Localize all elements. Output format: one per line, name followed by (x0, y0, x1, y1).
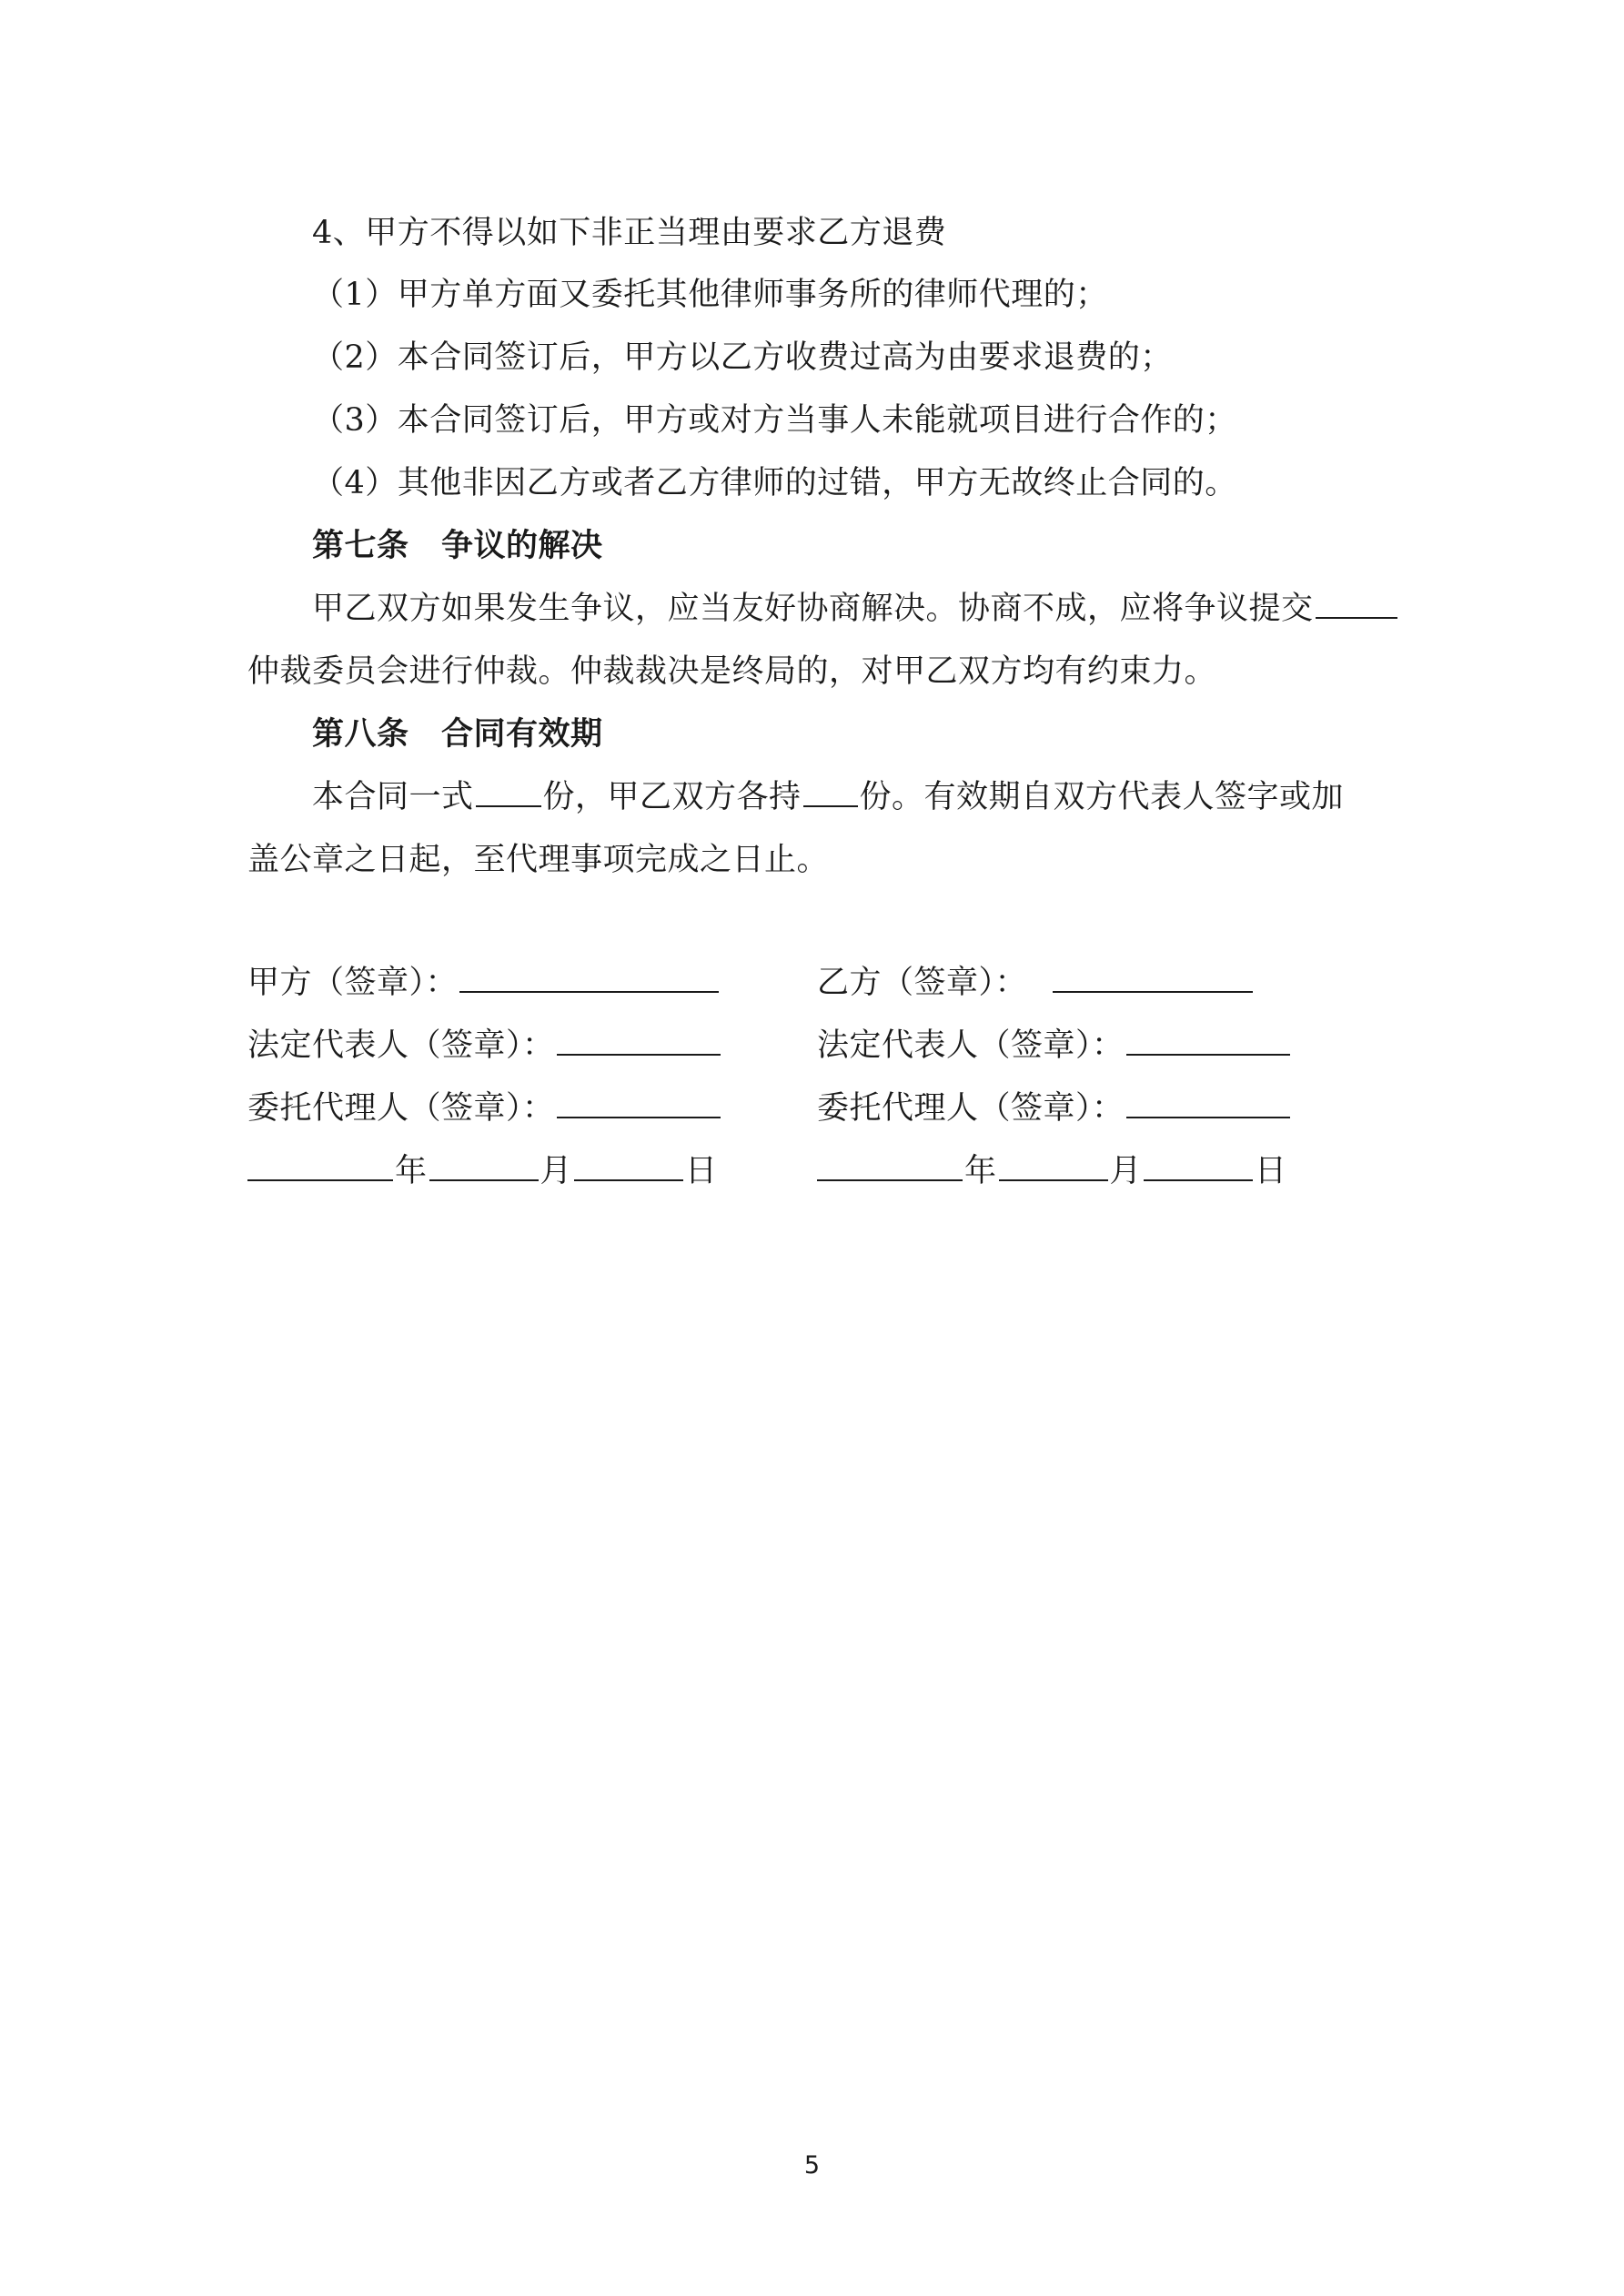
party-b-legal-rep-row (817, 1026, 1292, 1066)
party-a-signature-row (247, 963, 721, 1003)
clause-7-paragraph-line-1 (312, 589, 1399, 629)
party-a-day-label: 日 (685, 1153, 718, 1189)
party-a-month-label: 月 (540, 1153, 573, 1189)
party-b-year-blank (817, 1152, 963, 1181)
party-b-day-label: 日 (1255, 1153, 1287, 1189)
clause-sub-item-1: （1）甲方单方面又委托其他律师事务所的律师代理的； (312, 277, 1108, 313)
party-b-agent-row (817, 1088, 1292, 1128)
clause-7-text-1: 甲乙双方如果发生争议，应当友好协商解决。协商不成，应将争议提交 (312, 591, 1314, 627)
party-a-legal-rep-blank (557, 1027, 721, 1056)
party-a-date-row (247, 1151, 718, 1191)
party-b-date-row (817, 1151, 1287, 1191)
clause-sub-item-3: （3）本合同签订后，甲方或对方当事人未能就项目进行合作的； (312, 402, 1237, 439)
party-b-day-blank (1144, 1152, 1253, 1181)
party-a-day-blank (574, 1152, 683, 1181)
party-b-sign-label: 乙方（签章）： (817, 965, 1028, 1001)
clause-8-text-c: 份。有效期自双方代表人签字或加 (859, 779, 1345, 815)
party-a-agent-blank (557, 1089, 721, 1118)
party-a-sign-blank (459, 964, 719, 993)
party-b-year-label: 年 (964, 1153, 997, 1189)
party-b-legal-rep-blank (1126, 1027, 1290, 1056)
party-a-agent-row (247, 1088, 722, 1128)
page-number: 5 (803, 2151, 821, 2180)
clause-8-text-b: 份，甲乙双方各持 (542, 779, 802, 815)
arbitration-commission-blank (1316, 590, 1397, 619)
clause-8-paragraph-line-1 (312, 777, 1344, 817)
party-a-legal-rep-row (247, 1026, 722, 1066)
party-b-month-blank (999, 1152, 1108, 1181)
party-a-agent-label: 委托代理人（签章）： (247, 1090, 555, 1127)
party-b-legal-rep-label: 法定代表人（签章）： (817, 1027, 1125, 1064)
clause-sub-item-4: （4）其他非因乙方或者乙方律师的过错，甲方无故终止合同的。 (312, 465, 1237, 501)
party-a-month-blank (429, 1152, 539, 1181)
party-a-legal-rep-label: 法定代表人（签章）： (247, 1027, 555, 1064)
party-b-agent-label: 委托代理人（签章）： (817, 1090, 1125, 1127)
party-b-agent-blank (1126, 1089, 1290, 1118)
copies-each-blank (803, 778, 858, 807)
clause-sub-item-2: （2）本合同签订后，甲方以乙方收费过高为由要求退费的； (312, 339, 1173, 376)
clause-8-paragraph-line-2: 盖公章之日起，至代理事项完成之日止。 (247, 842, 830, 878)
clause-8-heading: 第八条 合同有效期 (312, 716, 603, 753)
party-b-month-label: 月 (1109, 1153, 1143, 1189)
party-b-signature-row (817, 963, 1255, 1003)
party-b-sign-blank (1053, 964, 1253, 993)
party-a-sign-label: 甲方（签章）： (247, 965, 459, 1001)
clause-item-4: 4、甲方不得以如下非正当理由要求乙方退费 (312, 215, 947, 251)
clause-8-text-a: 本合同一式 (312, 779, 474, 815)
party-a-year-blank (247, 1152, 393, 1181)
copies-total-blank (476, 778, 541, 807)
clause-7-paragraph-line-2: 仲裁委员会进行仲裁。仲裁裁决是终局的，对甲乙双方均有约束力。 (247, 653, 1217, 690)
party-a-year-label: 年 (395, 1153, 428, 1189)
clause-7-heading: 第七条 争议的解决 (312, 528, 603, 564)
